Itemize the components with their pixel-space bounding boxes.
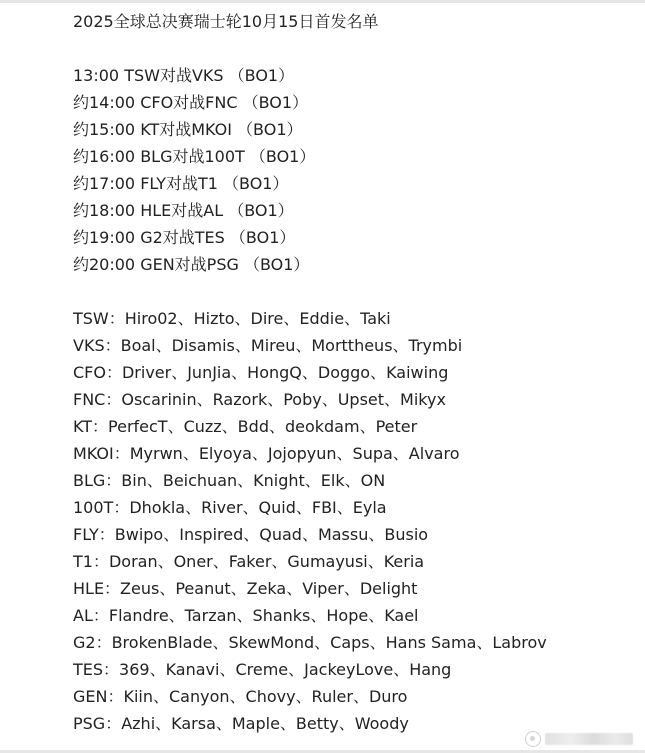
schedule-line: 约15:00 KT对战MKOI （BO1）: [73, 120, 303, 139]
schedule-line: 约16:00 BLG对战100T （BO1）: [73, 147, 316, 166]
weibo-logo-icon: [525, 731, 541, 747]
lineup-line: CFO：Driver、JunJia、HongQ、Doggo、Kaiwing: [73, 363, 449, 382]
lineup-line: FLY：Bwipo、Inspired、Quad、Massu、Busio: [73, 525, 429, 544]
schedule-line: 约14:00 CFO对战FNC （BO1）: [73, 93, 309, 112]
post-body: [73, 8, 625, 737]
lineup-line: PSG：Azhi、Karsa、Maple、Betty、Woody: [73, 714, 409, 733]
lineup-line: G2：BrokenBlade、SkewMond、Caps、Hans Sama、Labrov: [73, 633, 547, 652]
lineup-line: AL：Flandre、Tarzan、Shanks、Hope、Kael: [73, 606, 419, 625]
lineup-line: BLG：Bin、Beichuan、Knight、Elk、ON: [73, 471, 386, 490]
team-lineups: [73, 305, 625, 737]
schedule-line: 约20:00 GEN对战PSG （BO1）: [73, 255, 310, 274]
lineup-line: T1：Doran、Oner、Faker、Gumayusi、Keria: [73, 552, 425, 571]
lineup-line: TES：369、Kanavi、Creme、JackeyLove、Hang: [73, 660, 452, 679]
lineup-line: VKS：Boal、Disamis、Mireu、Morttheus、Trymbi: [73, 336, 463, 355]
watermark: [525, 730, 633, 748]
lineup-line: TSW：Hiro02、Hizto、Dire、Eddie、Taki: [73, 309, 391, 328]
watermark-handle-blurred: [545, 733, 633, 745]
lineup-line: FNC：Oscarinin、Razork、Poby、Upset、Mikyx: [73, 390, 446, 409]
lineup-line: HLE：Zeus、Peanut、Zeka、Viper、Delight: [73, 579, 418, 598]
top-border: [0, 0, 645, 3]
lineup-line: 100T：Dhokla、River、Quid、FBI、Eyla: [73, 498, 387, 517]
schedule-line: 约18:00 HLE对战AL （BO1）: [73, 201, 294, 220]
schedule-line: 约17:00 FLY对战T1 （BO1）: [73, 174, 289, 193]
lineup-line: MKOI：Myrwn、Elyoya、Jojopyun、Supa、Alvaro: [73, 444, 460, 463]
match-schedule: [73, 62, 625, 278]
lineup-line: KT：PerfecT、Cuzz、Bdd、deokdam、Peter: [73, 417, 418, 436]
lineup-line: GEN：Kiin、Canyon、Chovy、Ruler、Duro: [73, 687, 408, 706]
post-title: 2025全球总决赛瑞士轮10月15日首发名单: [73, 12, 379, 31]
schedule-line: 约19:00 G2对战TES （BO1）: [73, 228, 296, 247]
schedule-line: 13:00 TSW对战VKS （BO1）: [73, 66, 295, 85]
